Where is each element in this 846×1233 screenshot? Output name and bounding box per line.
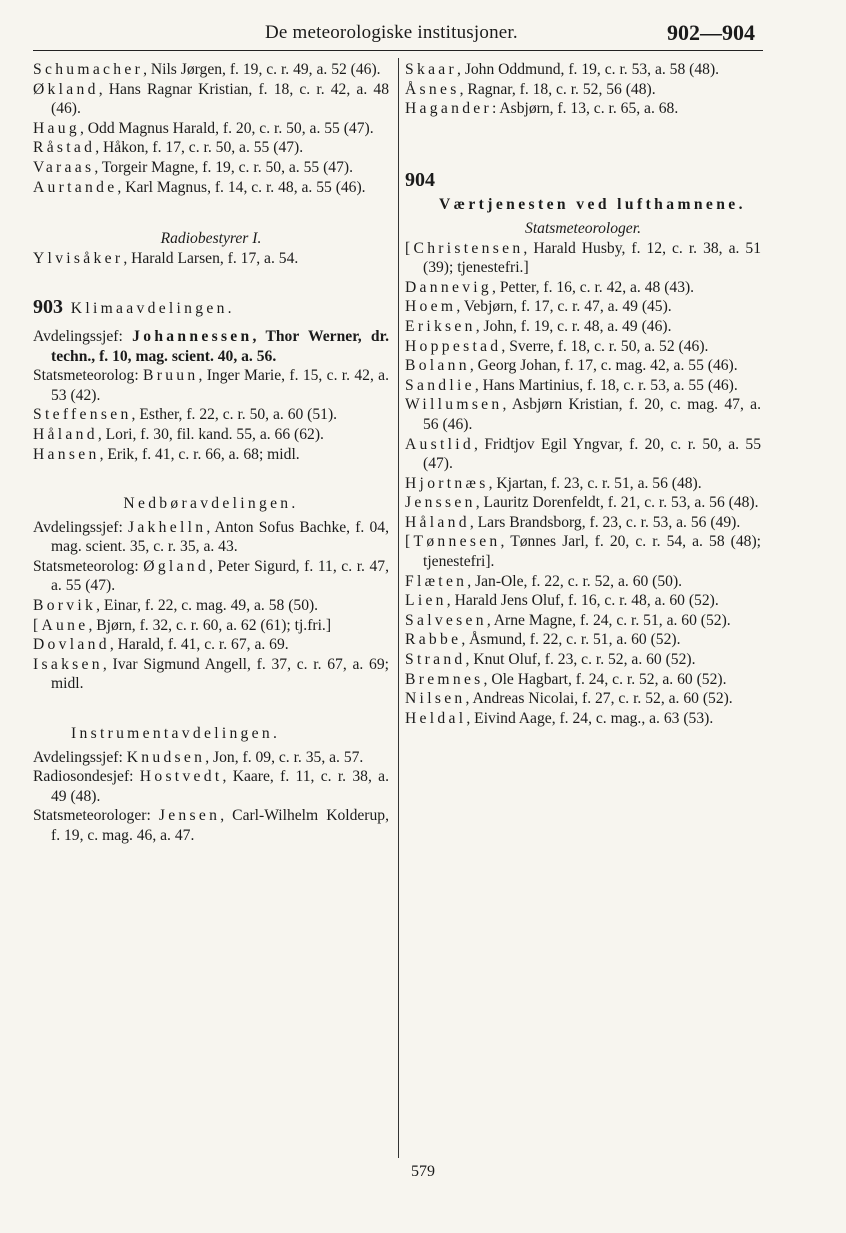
entry: Strand, Knut Oluf, f. 23, c. r. 52, a. 60 (52). (405, 651, 696, 669)
entry: Varaas, Torgeir Magne, f. 19, c. r. 50, a. 55 (47). (33, 158, 353, 176)
entry: Willumsen, Asbjørn Kristian, f. 20, c. mag. 47, a. 56 (46). (405, 396, 761, 433)
section-heading-nedbor: Nedbøravdelingen. (123, 495, 299, 513)
header-title: De meteorologiske institusjoner. (265, 22, 518, 43)
entry: Avdelingssjef: Knudsen, Jon, f. 09, c. r. 35, a. 57. (33, 748, 364, 766)
header-rule (33, 50, 763, 51)
section-904-title: Værtjenesten ved lufthamnene. (439, 196, 746, 214)
section-number: 903 (33, 296, 63, 319)
entry: [Aune, Bjørn, f. 32, c. r. 60, a. 62 (61); tj.fri.] (33, 616, 332, 634)
entry: Skaar, John Oddmund, f. 19, c. r. 53, a. 58 (48). (405, 61, 720, 78)
entry: Isaksen, Ivar Sigmund Angell, f. 37, c. r. 67, a. 69; midl. (33, 655, 389, 693)
entry: Råstad, Håkon, f. 17, c. r. 50, a. 55 (47). (33, 139, 304, 157)
entry: Hjortnæs, Kjartan, f. 23, c. r. 51, a. 56 (48). (405, 474, 702, 492)
right-column (405, 60, 761, 728)
entry: Jenssen, Lauritz Dorenfeldt, f. 21, c. r. 53, a. 56 (48). (405, 494, 759, 512)
entry: Hansen, Erik, f. 41, c. r. 66, a. 68; midl. (33, 445, 300, 463)
entry: Steffensen, Esther, f. 22, c. r. 50, a. 60 (51). (33, 406, 338, 424)
entry: Avdelingssjef: Johannessen, Thor Werner, dr. techn., f. 10, mag. scient. 40, a. 56. (33, 327, 389, 365)
section-title: Klimaavdelingen. (70, 300, 235, 318)
entry: Austlid, Fridtjov Egil Yngvar, f. 20, c. r. 50, a. 55 (47). (405, 435, 761, 473)
entry: Statsmeteorolog: Øgland, Peter Sigurd, f. 11, c. r. 47, a. 55 (47). (33, 557, 390, 595)
entry: Schumacher, Nils Jørgen, f. 19, c. r. 49, a. 52 (46). (33, 61, 381, 78)
entry: Hagander: Asbjørn, f. 13, c. r. 65, a. 68. (405, 100, 679, 118)
entry: Salvesen, Arne Magne, f. 24, c. r. 51, a. 60 (52). (405, 611, 731, 629)
entry: Økland, Hans Ragnar Kristian, f. 18, c. r. 42, a. 48 (46). (33, 80, 389, 118)
subheading-radiobestyrer: Radiobestyrer I. (160, 230, 262, 248)
entry: Flæten, Jan-Ole, f. 22, c. r. 52, a. 60 (50). (405, 572, 683, 590)
entry: Nilsen, Andreas Nicolai, f. 27, c. r. 52, a. 60 (52). (405, 690, 733, 708)
entry: Heldal, Eivind Aage, f. 24, c. mag., a. 63 (53). (405, 709, 714, 727)
entry: Rabbe, Åsmund, f. 22, c. r. 51, a. 60 (52). (405, 631, 681, 649)
entry: Haug, Odd Magnus Harald, f. 20, c. r. 50, a. 55 (47). (33, 119, 374, 137)
entry: Dannevig, Petter, f. 16, c. r. 42, a. 48 (43). (405, 278, 695, 296)
entry: Håland, Lars Brandsborg, f. 23, c. r. 53, a. 56 (49). (405, 513, 741, 531)
entry: Hoem, Vebjørn, f. 17, c. r. 47, a. 49 (45). (405, 298, 672, 316)
entry: Ylvisåker, Harald Larsen, f. 17, a. 54. (33, 249, 299, 267)
entry: Lien, Harald Jens Oluf, f. 16, c. r. 48, a. 60 (52). (405, 592, 719, 610)
section-heading-instrument: Instrumentavdelingen. (71, 725, 281, 743)
entry: [Christensen, Harald Husby, f. 12, c. r. 38, a. 51 (39); tjenestefri.] (405, 239, 761, 277)
entry: Radiosondesjef: Hostvedt, Kaare, f. 11, c. r. 38, a. 49 (48). (33, 768, 390, 805)
left-column (33, 60, 389, 846)
section-904-number: 904 (405, 168, 435, 191)
entry: Bolann, Georg Johan, f. 17, c. mag. 42, a. 55 (46). (405, 357, 738, 375)
entry: Statsmeteorologer: Jensen, Carl-Wilhelm Kolderup, f. 19, c. mag. 46, a. 47. (33, 807, 389, 844)
header-section-range: 902—904 (667, 20, 755, 45)
page-number: 579 (411, 1163, 435, 1180)
entry: Eriksen, John, f. 19, c. r. 48, a. 49 (46). (405, 317, 672, 335)
entry: Håland, Lori, f. 30, fil. kand. 55, a. 66 (62). (33, 425, 324, 443)
entry: Avdelingssjef: Jakhelln, Anton Sofus Bachke, f. 04, mag. scient. 35, c. r. 35, a. 43. (33, 518, 389, 556)
entry: Dovland, Harald, f. 41, c. r. 67, a. 69. (33, 636, 289, 654)
section-903-heading (33, 298, 389, 319)
entry: Bremnes, Ole Hagbart, f. 24, c. r. 52, a. 60 (52). (405, 670, 727, 688)
entry: Aurtande, Karl Magnus, f. 14, c. r. 48, a. 55 (46). (33, 178, 366, 196)
entry: Sandlie, Hans Martinius, f. 18, c. r. 53, a. 55 (46). (405, 376, 738, 394)
entry: [Tønnesen, Tønnes Jarl, f. 20, c. r. 54, a. 58 (48); tjenestefri]. (405, 533, 761, 571)
entry: Borvik, Einar, f. 22, c. mag. 49, a. 58 (50). (33, 597, 319, 615)
entry: Hoppestad, Sverre, f. 18, c. r. 50, a. 52 (46). (405, 337, 709, 355)
entry: Åsnes, Ragnar, f. 18, c. r. 52, 56 (48). (405, 80, 656, 98)
column-divider (398, 58, 399, 1158)
entry: Statsmeteorolog: Bruun, Inger Marie, f. 15, c. r. 42, a. 53 (42). (33, 367, 389, 404)
subheading-statsmeteorologer: Statsmeteorologer. (525, 219, 641, 237)
